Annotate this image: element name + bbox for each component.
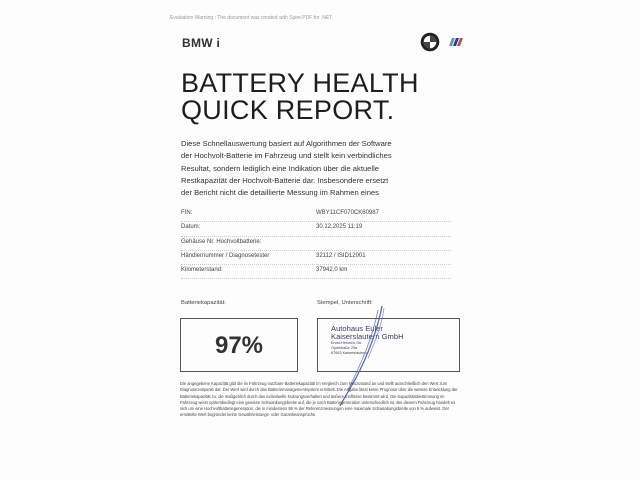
stamp-label: Stempel, Unterschrift: [317,300,373,306]
field-label: FIN: [181,210,193,216]
field-fin [181,208,451,222]
field-value: 30.12.2025 11:19 [316,224,363,231]
capacity-box [180,318,298,372]
field-label: Kilometerstand: [181,267,223,274]
bmw-m-stripes-icon [448,38,466,46]
vehicle-info-table [181,208,451,279]
stamp-line-2: Kaiserslautern GmbH [331,332,404,341]
field-battery-housing [181,237,451,251]
brand-name: BMW i [182,36,221,50]
field-label: Händlernummer / Diagnosetester [181,252,270,259]
field-date [181,222,451,236]
field-mileage [181,265,451,279]
intro-text: Diese Schnellauswertung basiert auf Algorithmen der Software der Hochvolt-Batterie im Fahrzeug und stellt kein verbindliches Resultat, sondern lediglich eine Indikation über die aktuelle Restkapazität der Hochvolt-Batterie dar. Insbesondere ersetzt der Bericht nicht die detaillierte Messung im Rahmen eines [181,139,392,198]
stamp-line-4: Opelstraße 29a [331,346,358,350]
row-divider [181,278,451,279]
report-title [181,70,419,124]
footnote-text: Die angegebene Kapazität gibt die im Fahrzeug nutzbare Batteriekapazität im Vergleich zum Neuzustand an und stellt ausschließlich den Wert zum Diagnosezeitpunkt dar. Der Wert wird durch das Batteriemanagementsystem ermittelt. Die Angabe lässt keine Prognose über die weitere Entwicklung der Batteriekapazität zu, die maßgeblich durch das individuelle Nutzungsverhalten und äußere Einflüsse bestimmt wird. Die Kapazitätsbestimmung im Fahrzeug weist systembedingt eine gewisse Schwankungsbreite auf, die je nach Batteriegeneration unterschiedlich ist. Bei diesem Fahrzeug handelt es sich um eine Hochvoltbatteriegeneration, die in mindestens 95 % der Referenzmessungen eine maximale Schwankungsbreite von 5 % aufweist. Der ermittelte Wert begründet keine Gewährleistungs- oder Garantieansprüche. [180,381,458,418]
evaluation-warning: Evaluation Warning : The document was created with Spire.PDF for .NET. [170,15,334,21]
capacity-label: Batteriekapazität: [181,300,226,306]
capacity-value: 97% [214,332,264,359]
field-value: 32112 / ISID12001 [316,252,366,259]
field-label: Datum: [181,224,201,231]
field-label: Gehäuse Nr. Hochvoltbatterie: [181,238,262,245]
title-line-2: QUICK REPORT. [181,95,395,125]
title-line-1: BATTERY HEALTH [181,68,419,98]
field-value: WBY11CF070CK60987 [316,210,379,216]
field-dealer [181,251,451,265]
stamp-line-1: Autohaus Euler [331,324,383,333]
stamp-line-5: 67663 Kaiserslautern [331,351,367,355]
stamp-line-3: Ernst-Heinrich-Str. [331,341,363,345]
field-value: 37942,0 km [316,267,348,274]
bmw-roundel-icon [420,32,440,52]
